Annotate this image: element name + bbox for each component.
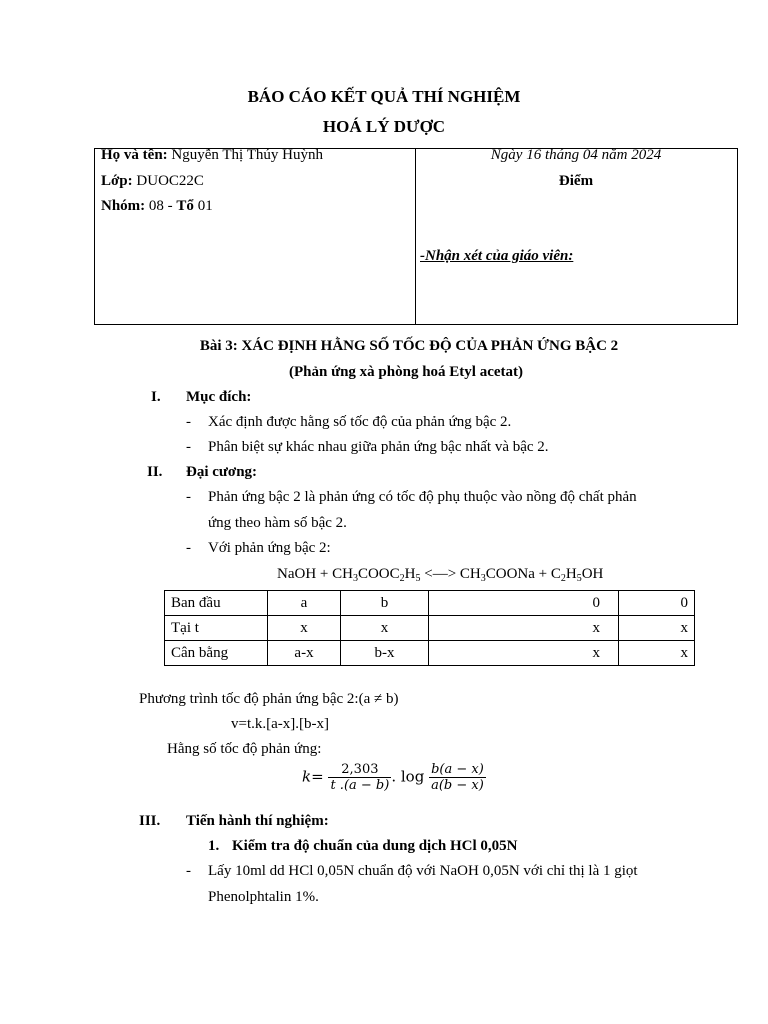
- bullet-dash: -: [186, 414, 191, 430]
- formula-numerator: 2,303: [328, 762, 391, 778]
- lesson-title: Bài 3: XÁC ĐỊNH HẰNG SỐ TỐC ĐỘ CỦA PHẢN ỨNG BẬC 2: [199, 338, 619, 354]
- subsection-number: 1.: [208, 838, 220, 854]
- table-cell: Cân bằng: [165, 641, 268, 666]
- rate-equation-intro: Phương trình tốc độ phản ứng bậc 2:(a ≠ b): [139, 691, 399, 707]
- concentration-table: [164, 590, 695, 666]
- lesson-subtitle: (Phản ứng xà phòng hoá Etyl acetat): [288, 364, 524, 380]
- group-line: [101, 198, 213, 215]
- report-date: Ngày 16 tháng 04 năm 2024: [490, 147, 662, 163]
- table-cell: 0: [619, 591, 695, 616]
- section-3-heading: Tiến hành thí nghiệm:: [186, 813, 329, 829]
- eq-part: H: [404, 566, 416, 582]
- section-1-heading: Mục đích:: [186, 389, 252, 405]
- eq-part: <—> CH: [420, 566, 481, 582]
- bullet-dash: -: [186, 863, 191, 879]
- bullet-dash: -: [186, 439, 191, 455]
- formula-fraction-1: [328, 762, 391, 793]
- table-cell: x: [429, 616, 619, 641]
- eq-sub: 3: [352, 573, 358, 584]
- formula-denominator: t .(a − b): [330, 778, 390, 793]
- table-cell: b-x: [341, 641, 429, 666]
- table-cell: x: [619, 641, 695, 666]
- formula-log: . log: [391, 767, 425, 786]
- rate-constant-formula: [302, 762, 486, 793]
- eq-part: COOC: [357, 566, 400, 582]
- table-cell: Ban đầu: [165, 591, 268, 616]
- formula-equals: =: [311, 767, 324, 786]
- table-cell: x: [619, 616, 695, 641]
- team-label: Tổ: [176, 198, 194, 214]
- eq-sub: 5: [415, 573, 421, 584]
- table-cell: x: [268, 616, 341, 641]
- table-cell: x: [429, 641, 619, 666]
- section-3-number: III.: [139, 813, 161, 829]
- teacher-comment-label: -Nhận xét của giáo viên:: [420, 248, 574, 264]
- class-value: DUOC22C: [132, 173, 204, 189]
- section-1-bullet-2: Phân biệt sự khác nhau giữa phản ứng bậc nhất và bậc 2.: [208, 439, 549, 455]
- group-value: 08 -: [145, 198, 177, 214]
- table-cell: x: [341, 616, 429, 641]
- table-row: [165, 641, 695, 666]
- report-title: BÁO CÁO KẾT QUẢ THÍ NGHIỆM: [247, 87, 521, 106]
- subsection-heading: Kiểm tra độ chuẩn của dung dịch HCl 0,05N: [232, 838, 518, 854]
- section-2-number: II.: [147, 464, 163, 480]
- report-subtitle: HOÁ LÝ DƯỢC: [322, 117, 446, 136]
- formula-numerator: b(a − x): [431, 762, 484, 777]
- name-label: Họ và tên:: [101, 147, 168, 163]
- table-cell: b: [341, 591, 429, 616]
- section-1-number: I.: [151, 389, 161, 405]
- table-row: [165, 616, 695, 641]
- eq-part: NaOH + CH: [277, 566, 353, 582]
- rate-constant-intro: Hằng số tốc độ phản ứng:: [167, 741, 322, 757]
- bullet-dash: -: [186, 540, 191, 556]
- formula-fraction-2: [429, 762, 486, 793]
- team-value: 01: [193, 198, 213, 214]
- eq-sub: 5: [576, 573, 582, 584]
- bullet-dash: -: [186, 489, 191, 505]
- section-2-bullet-2: Với phản ứng bậc 2:: [208, 540, 331, 556]
- section-2-bullet-1-line-2: ứng theo hàm số bậc 2.: [208, 515, 347, 531]
- eq-sub: 3: [480, 573, 486, 584]
- eq-sub: 2: [560, 573, 566, 584]
- section-3-bullet-line-1: Lấy 10ml dd HCl 0,05N chuẩn độ với NaOH 0,05N với chỉ thị là 1 giọt: [208, 863, 638, 879]
- section-2-heading: Đại cương:: [186, 464, 258, 480]
- table-cell: a-x: [268, 641, 341, 666]
- section-2-bullet-1-line-1: Phản ứng bậc 2 là phản ứng có tốc độ phụ thuộc vào nồng độ chất phản: [208, 489, 637, 505]
- name-value: Nguyễn Thị Thúy Huỳnh: [167, 147, 323, 163]
- formula-k: k: [302, 767, 312, 786]
- class-line: [101, 173, 204, 190]
- table-cell: 0: [429, 591, 619, 616]
- name-line: [101, 147, 323, 164]
- section-1-bullet-1: Xác định được hằng số tốc độ của phản ứng bậc 2.: [208, 414, 512, 430]
- group-label: Nhóm:: [101, 198, 146, 214]
- eq-part: COONa + C: [485, 566, 561, 582]
- eq-sub: 2: [399, 573, 405, 584]
- formula-denominator: a(b − x): [431, 778, 484, 793]
- table-cell: a: [268, 591, 341, 616]
- score-label: Điểm: [558, 173, 594, 189]
- section-3-bullet-line-2: Phenolphtalin 1%.: [208, 889, 319, 905]
- eq-part: OH: [581, 566, 604, 582]
- class-label: Lớp:: [101, 173, 133, 189]
- rate-equation: v=t.k.[a-x].[b-x]: [231, 716, 330, 732]
- eq-part: H: [565, 566, 577, 582]
- saponification-equation: [277, 566, 603, 584]
- table-cell: Tại t: [165, 616, 268, 641]
- table-row: [165, 591, 695, 616]
